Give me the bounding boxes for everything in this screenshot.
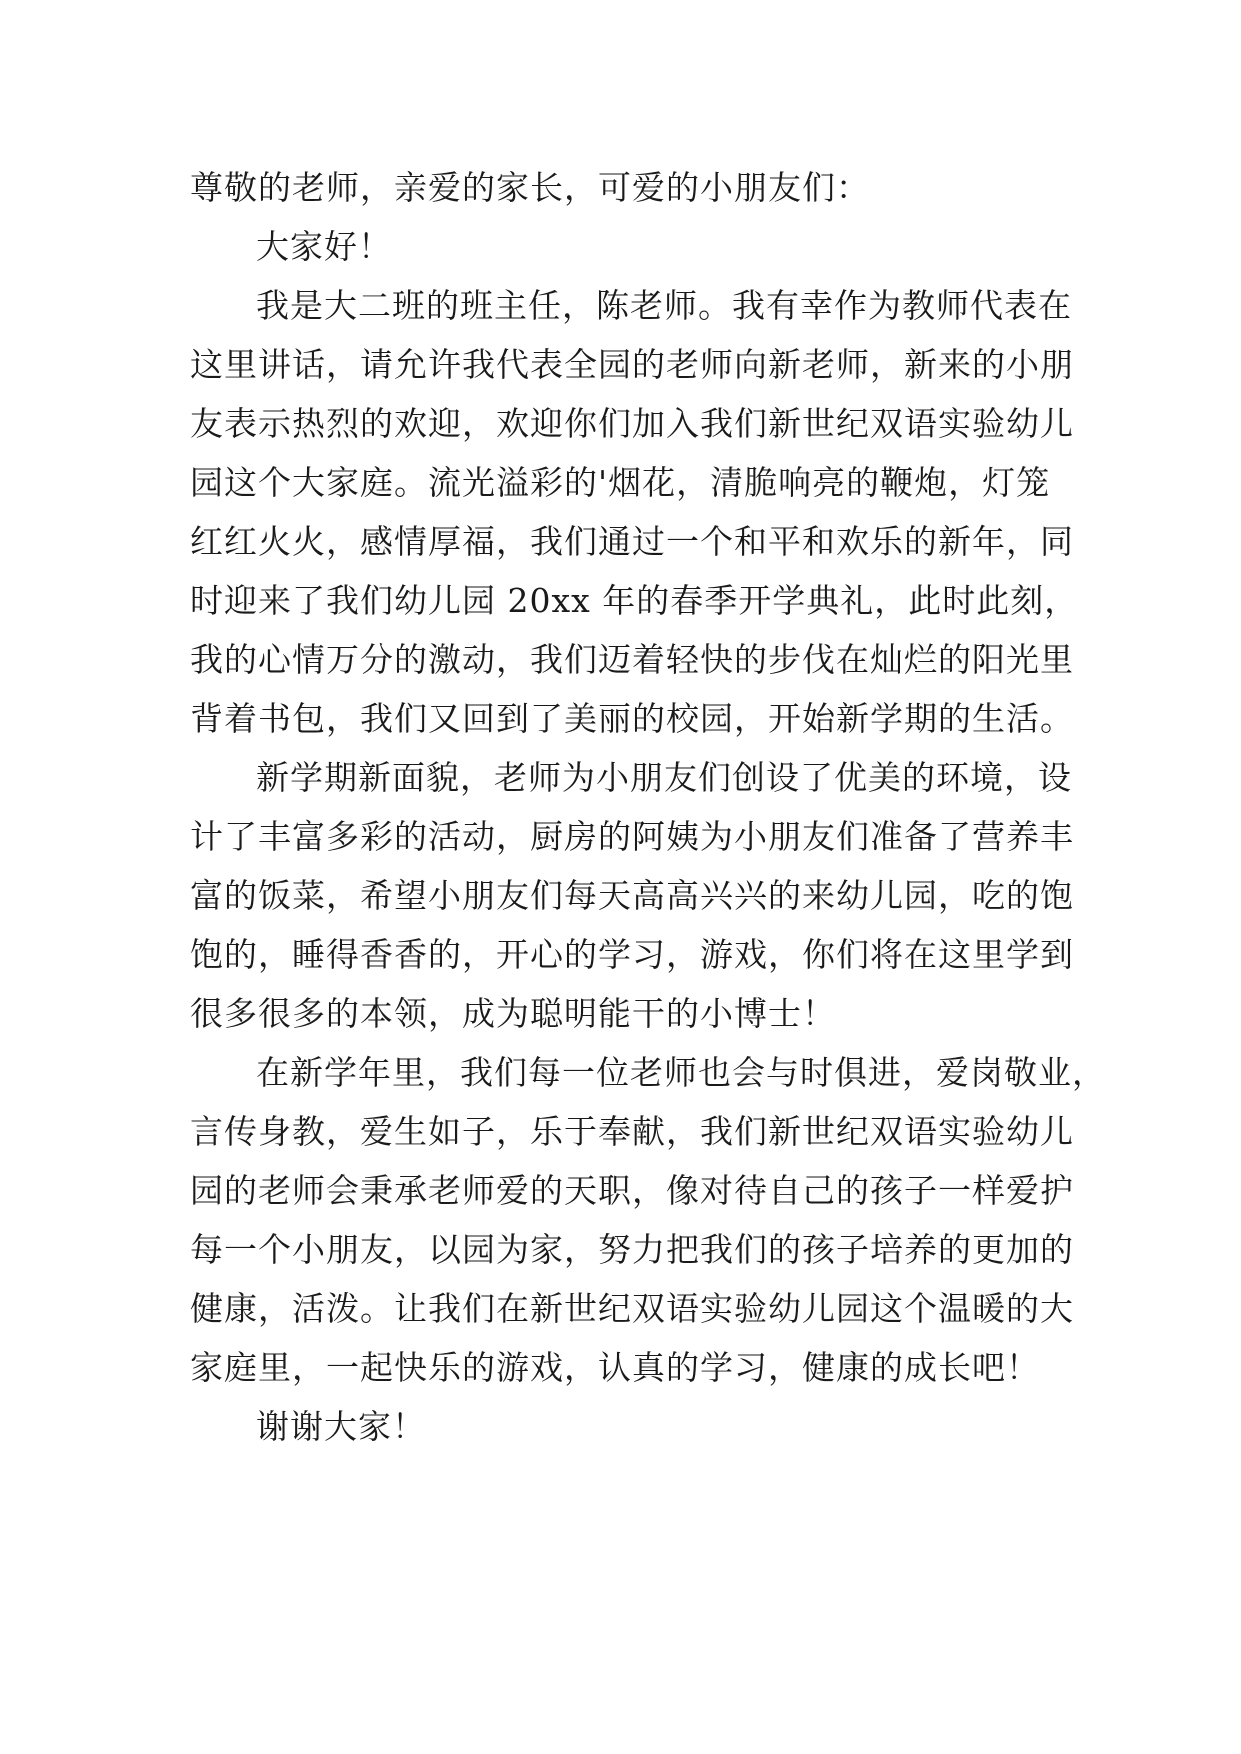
greeting-line: 大家好！ bbox=[256, 227, 392, 266]
paragraph1-line: 友表示热烈的欢迎，欢迎你们加入我们新世纪双语实验幼儿 bbox=[190, 404, 1074, 443]
paragraph2-line: 富的饭菜，希望小朋友们每天高高兴兴的来幼儿园，吃的饱 bbox=[190, 876, 1074, 915]
paragraph1-line: 我的心情万分的激动，我们迈着轻快的步伐在灿烂的阳光里 bbox=[190, 640, 1074, 679]
paragraph3-line: 在新学年里，我们每一位老师也会与时俱进，爱岗敬业， bbox=[256, 1053, 1106, 1092]
paragraph1-line: 时迎来了我们幼儿园 20xx 年的春季开学典礼，此时此刻， bbox=[190, 581, 1079, 620]
paragraph3-line: 园的老师会秉承老师爱的天职，像对待自己的孩子一样爱护 bbox=[190, 1171, 1074, 1210]
paragraph2-line: 饱的，睡得香香的，开心的学习，游戏，你们将在这里学到 bbox=[190, 935, 1074, 974]
paragraph1-line: 园这个大家庭。流光溢彩的'烟花，清脆响亮的鞭炮，灯笼 bbox=[190, 463, 1051, 502]
paragraph3-line: 家庭里，一起快乐的游戏，认真的学习，健康的成长吧！ bbox=[190, 1348, 1040, 1387]
paragraph2-line: 新学期新面貌，老师为小朋友们创设了优美的环境，设 bbox=[256, 758, 1072, 797]
paragraph2-line: 计了丰富多彩的活动，厨房的阿姨为小朋友们准备了营养丰 bbox=[190, 817, 1074, 856]
closing-line: 谢谢大家！ bbox=[256, 1407, 426, 1446]
paragraph1-line: 我是大二班的班主任，陈老师。我有幸作为教师代表在 bbox=[256, 286, 1072, 325]
paragraph3-line: 言传身教，爱生如子，乐于奉献，我们新世纪双语实验幼儿 bbox=[190, 1112, 1074, 1151]
paragraph3-line: 健康，活泼。让我们在新世纪双语实验幼儿园这个温暖的大 bbox=[190, 1289, 1074, 1328]
speech-text bbox=[190, 158, 1106, 1456]
paragraph1-line: 这里讲话，请允许我代表全园的老师向新老师，新来的小朋 bbox=[190, 345, 1074, 384]
paragraph1-line: 红红火火，感情厚福，我们通过一个和平和欢乐的新年，同 bbox=[190, 522, 1074, 561]
paragraph2-line: 很多很多的本领，成为聪明能干的小博士！ bbox=[190, 994, 836, 1033]
paragraph1-line: 背着书包，我们又回到了美丽的校园，开始新学期的生活。 bbox=[190, 699, 1074, 738]
paragraph3-line: 每一个小朋友，以园为家，努力把我们的孩子培养的更加的 bbox=[190, 1230, 1074, 1269]
salutation-line: 尊敬的老师，亲爱的家长，可爱的小朋友们： bbox=[190, 168, 870, 207]
